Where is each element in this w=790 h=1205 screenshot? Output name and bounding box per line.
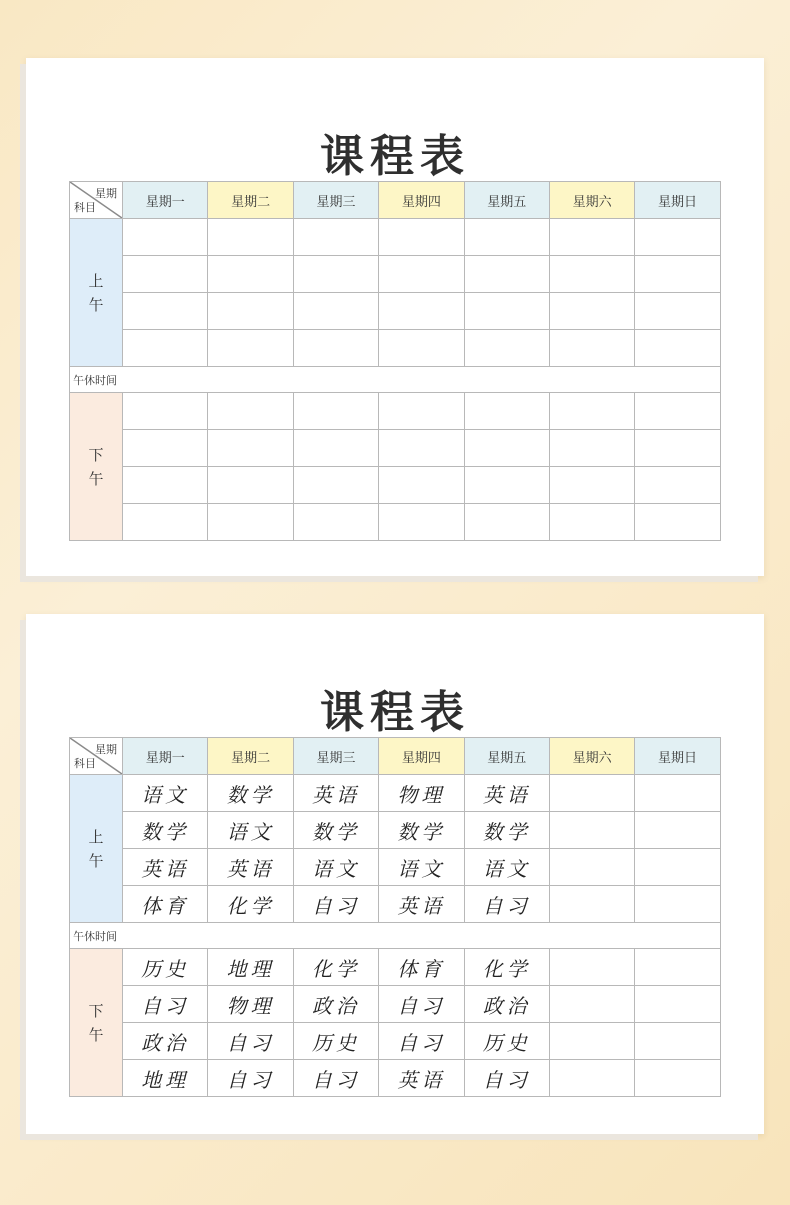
- schedule-cell[interactable]: [635, 430, 720, 467]
- schedule-cell[interactable]: [549, 293, 634, 330]
- schedule-cell[interactable]: 英语: [123, 849, 208, 886]
- schedule-cell[interactable]: [293, 256, 378, 293]
- day-header: 星期四: [379, 182, 464, 219]
- schedule-cell[interactable]: 历史: [123, 949, 208, 986]
- noon-break-label: 午休时间: [73, 929, 117, 943]
- day-header: 星期二: [208, 182, 293, 219]
- schedule-cell[interactable]: 自习: [293, 886, 378, 923]
- day-header: 星期一: [123, 182, 208, 219]
- schedule-cell[interactable]: [464, 504, 549, 541]
- schedule-cell[interactable]: [549, 504, 634, 541]
- schedule-cell[interactable]: [208, 256, 293, 293]
- filled-timetable-card: [26, 614, 764, 1134]
- schedule-cell[interactable]: [208, 467, 293, 504]
- schedule-cell[interactable]: [293, 393, 378, 430]
- timetable-title: 课程表: [320, 687, 470, 738]
- schedule-cell[interactable]: 英语: [379, 1060, 464, 1097]
- schedule-cell[interactable]: [123, 504, 208, 541]
- schedule-cell[interactable]: [635, 467, 720, 504]
- schedule-cell[interactable]: 自习: [464, 886, 549, 923]
- schedule-cell[interactable]: 自习: [208, 1060, 293, 1097]
- schedule-cell[interactable]: [635, 886, 720, 923]
- schedule-cell[interactable]: 英语: [464, 775, 549, 812]
- schedule-cell[interactable]: [635, 293, 720, 330]
- schedule-cell[interactable]: [635, 1060, 720, 1097]
- schedule-cell[interactable]: [549, 219, 634, 256]
- corner-header: [70, 738, 123, 775]
- schedule-cell[interactable]: [208, 293, 293, 330]
- schedule-cell[interactable]: 体育: [379, 949, 464, 986]
- schedule-cell[interactable]: 语文: [123, 775, 208, 812]
- schedule-cell[interactable]: [123, 467, 208, 504]
- schedule-cell[interactable]: 英语: [293, 775, 378, 812]
- schedule-cell[interactable]: [549, 886, 634, 923]
- schedule-cell[interactable]: 化学: [293, 949, 378, 986]
- schedule-cell[interactable]: [293, 330, 378, 367]
- schedule-cell[interactable]: [123, 330, 208, 367]
- schedule-cell[interactable]: 地理: [208, 949, 293, 986]
- schedule-cell[interactable]: 政治: [464, 986, 549, 1023]
- afternoon-label: [70, 949, 123, 1097]
- schedule-cell[interactable]: [635, 812, 720, 849]
- schedule-cell[interactable]: [379, 219, 464, 256]
- schedule-cell[interactable]: [549, 1060, 634, 1097]
- morning-label-text: 上 午: [88, 827, 104, 870]
- schedule-cell[interactable]: 自习: [464, 1060, 549, 1097]
- schedule-cell[interactable]: 数学: [464, 812, 549, 849]
- schedule-cell[interactable]: [379, 467, 464, 504]
- schedule-cell[interactable]: [549, 430, 634, 467]
- schedule-cell[interactable]: 语文: [293, 849, 378, 886]
- day-header: 星期三: [293, 182, 378, 219]
- schedule-cell[interactable]: [549, 849, 634, 886]
- day-header: 星期四: [379, 738, 464, 775]
- schedule-cell[interactable]: 自习: [293, 1060, 378, 1097]
- schedule-cell[interactable]: [635, 1023, 720, 1060]
- noon-break-row: [70, 367, 721, 393]
- schedule-cell[interactable]: [208, 504, 293, 541]
- noon-break-row: [70, 923, 721, 949]
- schedule-cell[interactable]: [549, 393, 634, 430]
- blank-timetable-card: [26, 58, 764, 576]
- corner-label-weekday: 星期: [95, 187, 117, 200]
- schedule-cell[interactable]: 体育: [123, 886, 208, 923]
- schedule-cell[interactable]: 物理: [208, 986, 293, 1023]
- schedule-cell[interactable]: 化学: [208, 886, 293, 923]
- corner-label-subject: 科目: [74, 201, 96, 214]
- schedule-cell[interactable]: 语文: [208, 812, 293, 849]
- schedule-cell[interactable]: [549, 256, 634, 293]
- schedule-cell[interactable]: [464, 330, 549, 367]
- schedule-cell[interactable]: [549, 330, 634, 367]
- schedule-cell[interactable]: [123, 393, 208, 430]
- schedule-cell[interactable]: 政治: [123, 1023, 208, 1060]
- schedule-cell[interactable]: [635, 775, 720, 812]
- day-header: 星期六: [549, 182, 634, 219]
- schedule-cell[interactable]: [123, 293, 208, 330]
- schedule-cell[interactable]: [293, 430, 378, 467]
- schedule-cell[interactable]: [464, 256, 549, 293]
- schedule-cell[interactable]: [208, 330, 293, 367]
- schedule-cell[interactable]: [379, 330, 464, 367]
- schedule-cell[interactable]: [123, 219, 208, 256]
- schedule-cell[interactable]: 语文: [464, 849, 549, 886]
- schedule-cell[interactable]: 历史: [464, 1023, 549, 1060]
- blank-timetable: [69, 181, 721, 541]
- afternoon-label-text: 下 午: [88, 445, 104, 488]
- schedule-cell[interactable]: [549, 467, 634, 504]
- day-header: 星期二: [208, 738, 293, 775]
- schedule-cell[interactable]: 自习: [379, 1023, 464, 1060]
- schedule-cell[interactable]: [635, 256, 720, 293]
- schedule-cell[interactable]: 历史: [293, 1023, 378, 1060]
- schedule-cell[interactable]: [123, 430, 208, 467]
- schedule-cell[interactable]: [549, 986, 634, 1023]
- schedule-cell[interactable]: [293, 219, 378, 256]
- afternoon-label-text: 下 午: [88, 1001, 104, 1044]
- schedule-cell[interactable]: [208, 219, 293, 256]
- day-header: 星期五: [464, 182, 549, 219]
- schedule-cell[interactable]: [208, 430, 293, 467]
- day-header: 星期五: [464, 738, 549, 775]
- schedule-cell[interactable]: [549, 1023, 634, 1060]
- corner-label-subject: 科目: [74, 757, 96, 770]
- schedule-cell[interactable]: [635, 949, 720, 986]
- schedule-cell[interactable]: [549, 812, 634, 849]
- schedule-cell[interactable]: 物理: [379, 775, 464, 812]
- day-header: 星期六: [549, 738, 634, 775]
- schedule-cell[interactable]: [379, 293, 464, 330]
- schedule-cell[interactable]: [379, 256, 464, 293]
- noon-break-label: 午休时间: [73, 373, 117, 387]
- schedule-cell[interactable]: 数学: [379, 812, 464, 849]
- schedule-cell[interactable]: [379, 430, 464, 467]
- day-header: 星期日: [635, 182, 720, 219]
- schedule-cell[interactable]: [635, 219, 720, 256]
- schedule-cell[interactable]: [293, 504, 378, 541]
- schedule-cell[interactable]: 数学: [293, 812, 378, 849]
- schedule-cell[interactable]: [464, 293, 549, 330]
- day-header: 星期三: [293, 738, 378, 775]
- schedule-cell[interactable]: [293, 293, 378, 330]
- schedule-cell[interactable]: [464, 430, 549, 467]
- day-header: 星期日: [635, 738, 720, 775]
- afternoon-label: [70, 393, 123, 541]
- schedule-cell[interactable]: 地理: [123, 1060, 208, 1097]
- schedule-cell[interactable]: [549, 775, 634, 812]
- timetable-title: 课程表: [320, 131, 470, 182]
- morning-label: [70, 219, 123, 367]
- schedule-cell[interactable]: 自习: [208, 1023, 293, 1060]
- corner-label-weekday: 星期: [95, 743, 117, 756]
- schedule-cell[interactable]: 化学: [464, 949, 549, 986]
- morning-label: [70, 775, 123, 923]
- schedule-cell[interactable]: [635, 504, 720, 541]
- schedule-cell[interactable]: [293, 467, 378, 504]
- schedule-cell[interactable]: [208, 393, 293, 430]
- filled-timetable: [69, 737, 721, 1097]
- schedule-cell[interactable]: [464, 467, 549, 504]
- schedule-cell[interactable]: [635, 849, 720, 886]
- schedule-cell[interactable]: 语文: [379, 849, 464, 886]
- schedule-cell[interactable]: 政治: [293, 986, 378, 1023]
- morning-label-text: 上 午: [88, 271, 104, 314]
- schedule-cell[interactable]: 自习: [379, 986, 464, 1023]
- schedule-cell[interactable]: 数学: [208, 775, 293, 812]
- schedule-cell[interactable]: [379, 393, 464, 430]
- schedule-cell[interactable]: 英语: [379, 886, 464, 923]
- schedule-cell[interactable]: 英语: [208, 849, 293, 886]
- schedule-cell[interactable]: 自习: [123, 986, 208, 1023]
- schedule-cell[interactable]: [123, 256, 208, 293]
- schedule-cell[interactable]: 数学: [123, 812, 208, 849]
- schedule-cell[interactable]: [549, 949, 634, 986]
- schedule-cell[interactable]: [635, 330, 720, 367]
- day-header: 星期一: [123, 738, 208, 775]
- schedule-cell[interactable]: [379, 504, 464, 541]
- schedule-cell[interactable]: [464, 393, 549, 430]
- schedule-cell[interactable]: [635, 986, 720, 1023]
- schedule-cell[interactable]: [635, 393, 720, 430]
- corner-header: [70, 182, 123, 219]
- schedule-cell[interactable]: [464, 219, 549, 256]
